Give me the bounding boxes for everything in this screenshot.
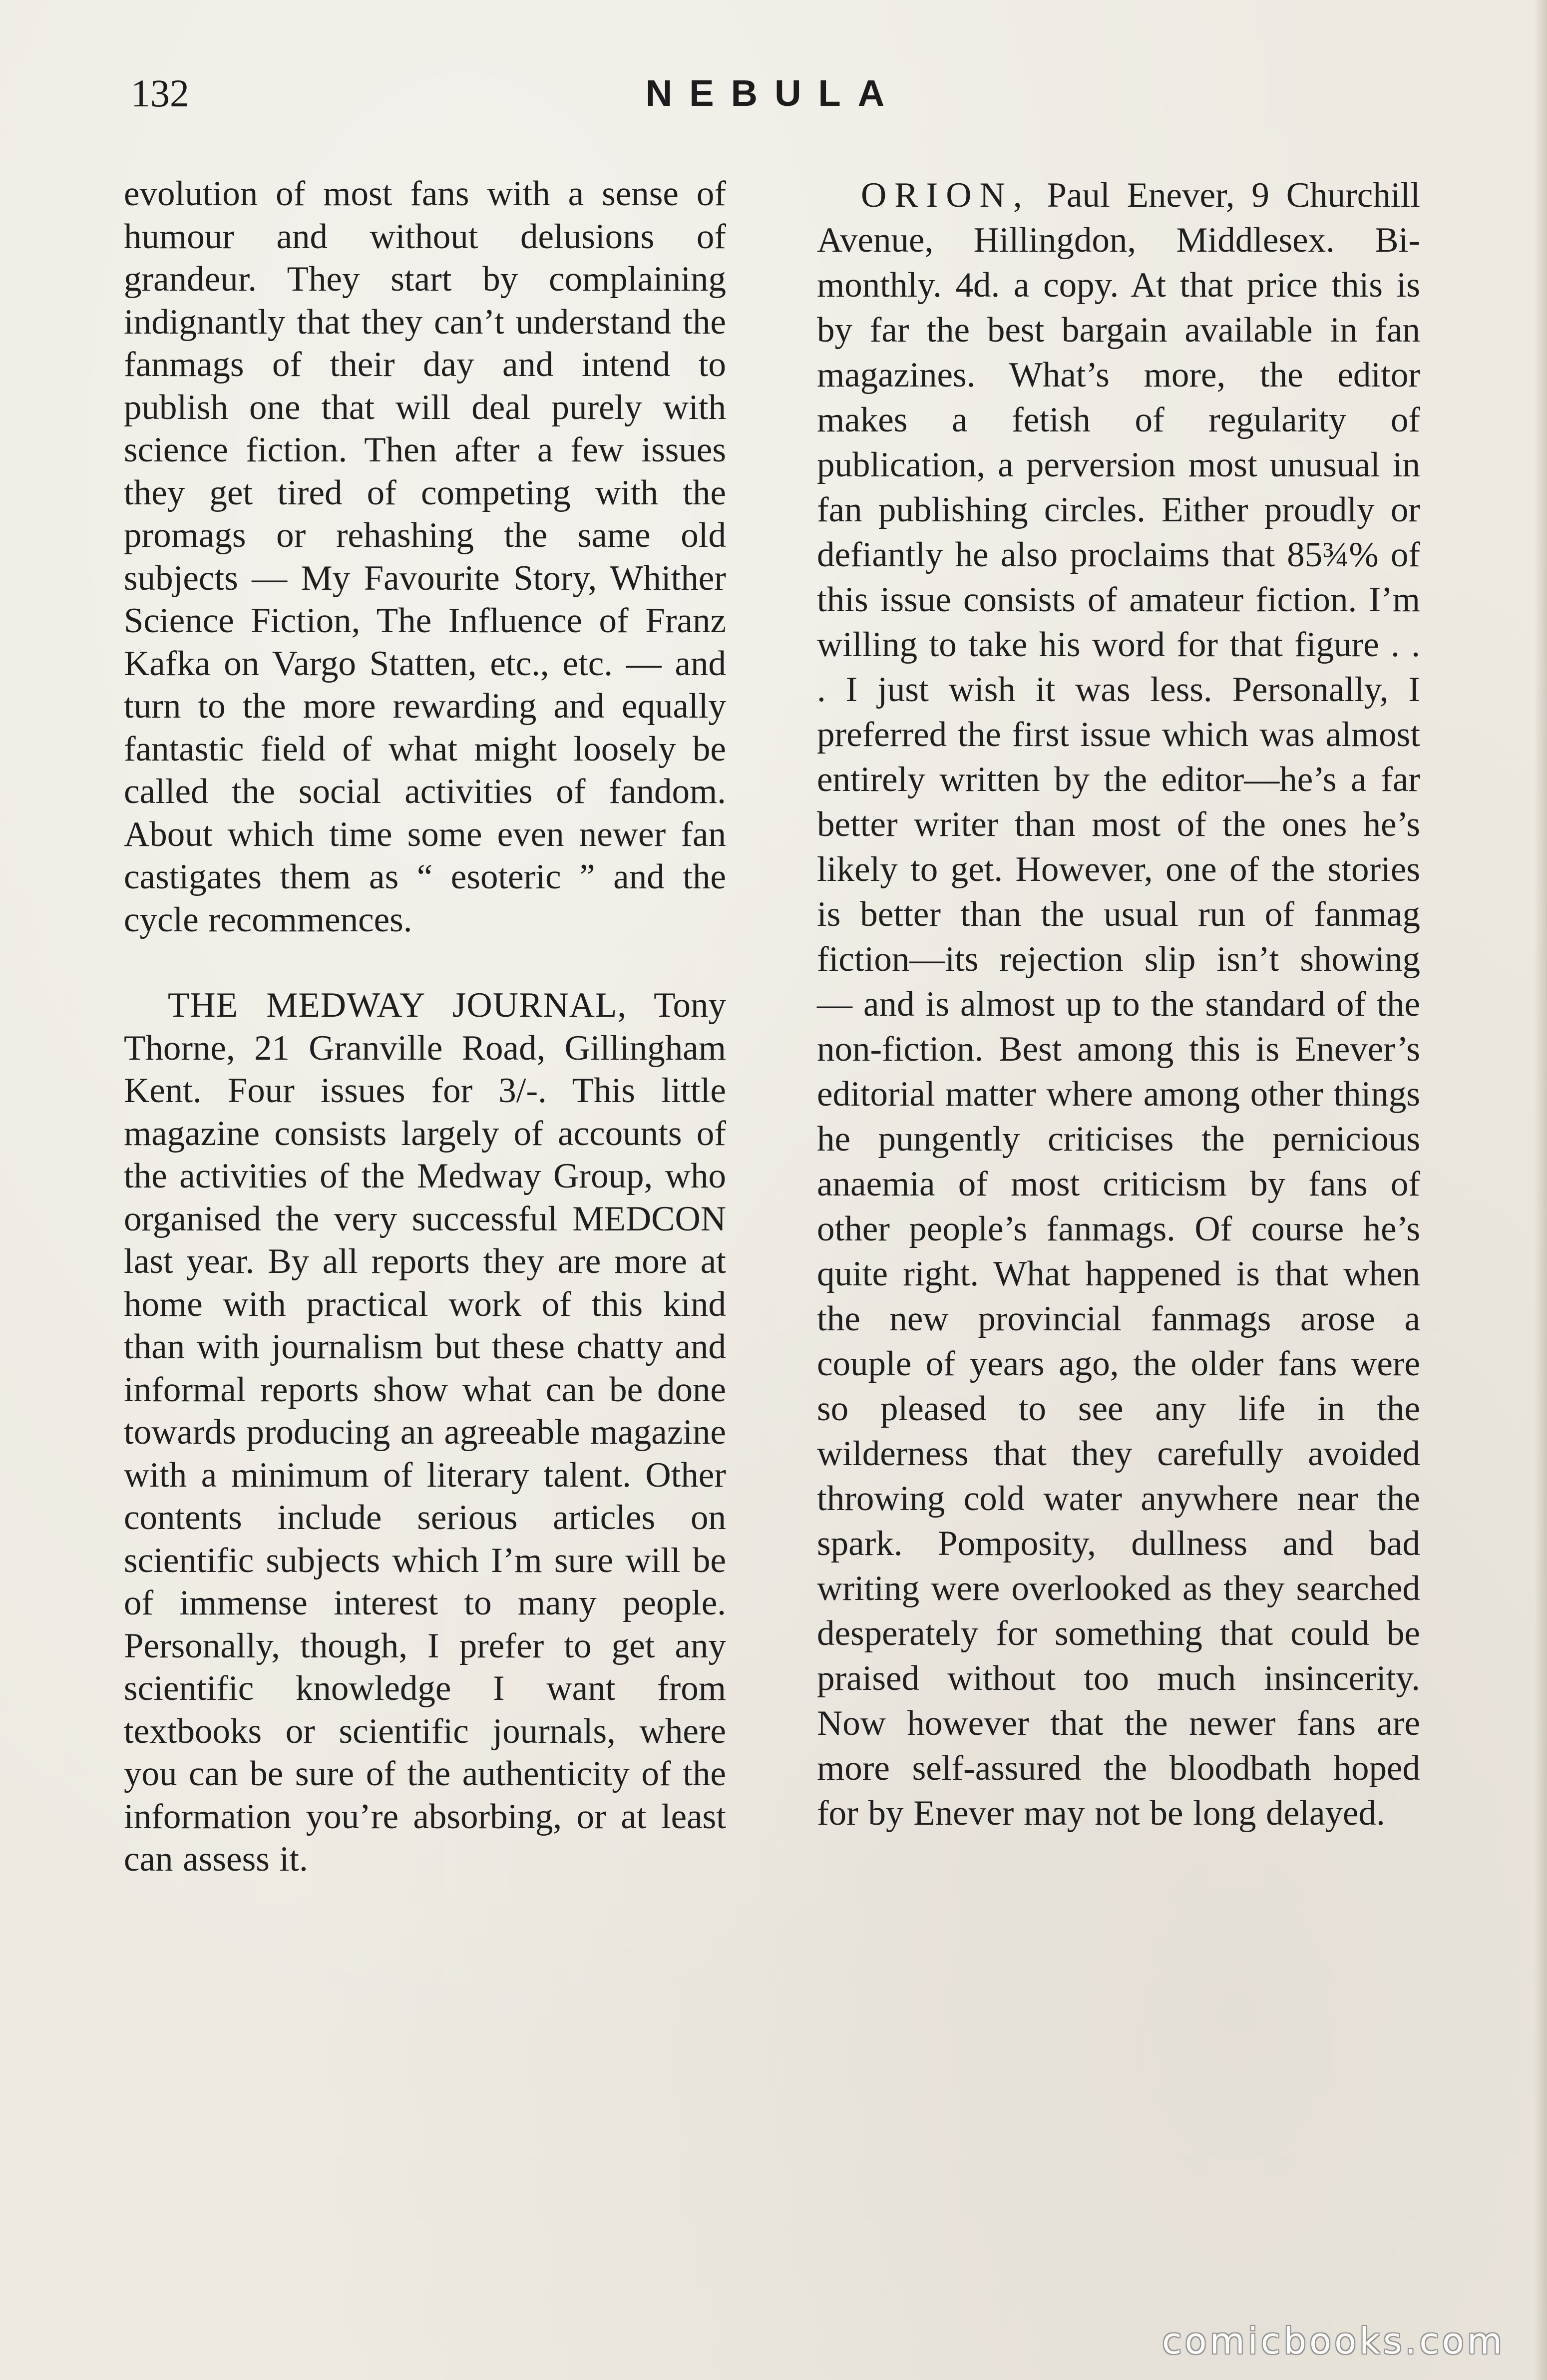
left-column [124,173,726,1881]
right-column [817,173,1420,1836]
orion-review-body: Paul Enever, 9 Churchill Avenue, Hillingdon, Middlesex. Bi-monthly. 4d. a copy. At that price this is by far the best bargain available in fan magazines. What’s more, the editor makes a fetish of regularity of publication, a perversion most unusual in fan publishing circles. Either proudly or defiantly he also proclaims that 85¾% of this issue consists of amateur fiction. I’m willing to take his word for that figure . . . I just wish it was less. Personally, I preferred the first issue which was almost entirely written by the editor—he’s a far better writer than most of the ones he’s likely to get. However, one of the stories is better than the usual run of fanmag fiction—its rejection slip isn’t showing — and is almost up to the standard of the non-fiction. Best among this is Enever’s editorial matter where among other things he pungently criticises the pernicious anaemia of most criticism by fans of other people’s fanmags. Of course he’s quite right. What happened is that when the new provincial fanmags arose a couple of years ago, the older fans were so pleased to see any life in the wilderness that they carefully avoided throwing cold water anywhere near the spark. Pomposity, dullness and bad writing were overlooked as they searched desperately for something that could be praised without too much insincerity. Now however that the newer fans are more self-assured the bloodbath hoped for by Enever may not be long delayed. [817,176,1420,1833]
page-edge-shadow [1534,0,1547,2380]
medway-review-body: Tony Thorne, 21 Granville Road, Gillingham Kent. Four issues for 3/-. This little magazine consists largely of accounts of the activities of the Medway Group, who organised the very successful MEDCON last year. By all reports they are more at home with practical work of this kind than with journalism but these chatty and informal reports show what can be done towards producing an agreeable magazine with a minimum of literary talent. Other contents include serious articles on scientific subjects which I’m sure will be of immense interest to many people. Personally, though, I prefer to get any scientific knowledge I want from textbooks or scientific journals, where you can be sure of the authenticity of the information you’re absorbing, or at least can assess it. [124,986,727,1879]
running-head: NEBULA [645,72,902,114]
left-paragraph-1: evolution of most fans with a sense of humour and without delusions of grandeur. They start by complaining indignantly that they can’t understand the fanmags of their day and intend to publish one that will deal purely with science fiction. Then after a few issues they get tired of competing with the promags or rehashing the same old subjects — My Favourite Story, Whither Science Fiction, The Influence of Franz Kafka on Vargo Statten, etc., etc. — and turn to the more rewarding and equally fantastic field of what might loosely be called the social activities of fandom. About which time some even newer fan castigates them as “ esoteric ” and the cycle recommences. [124,174,726,939]
right-paragraph-1 [817,173,1420,1836]
review-title-orion: ORION, [861,176,1030,215]
site-watermark: comicbooks.com [1161,2320,1505,2362]
review-title-medway: THE MEDWAY JOURNAL, [168,986,627,1025]
left-paragraph-2 [124,984,726,1881]
paragraph-gap [124,941,726,984]
page-number: 132 [131,71,189,115]
